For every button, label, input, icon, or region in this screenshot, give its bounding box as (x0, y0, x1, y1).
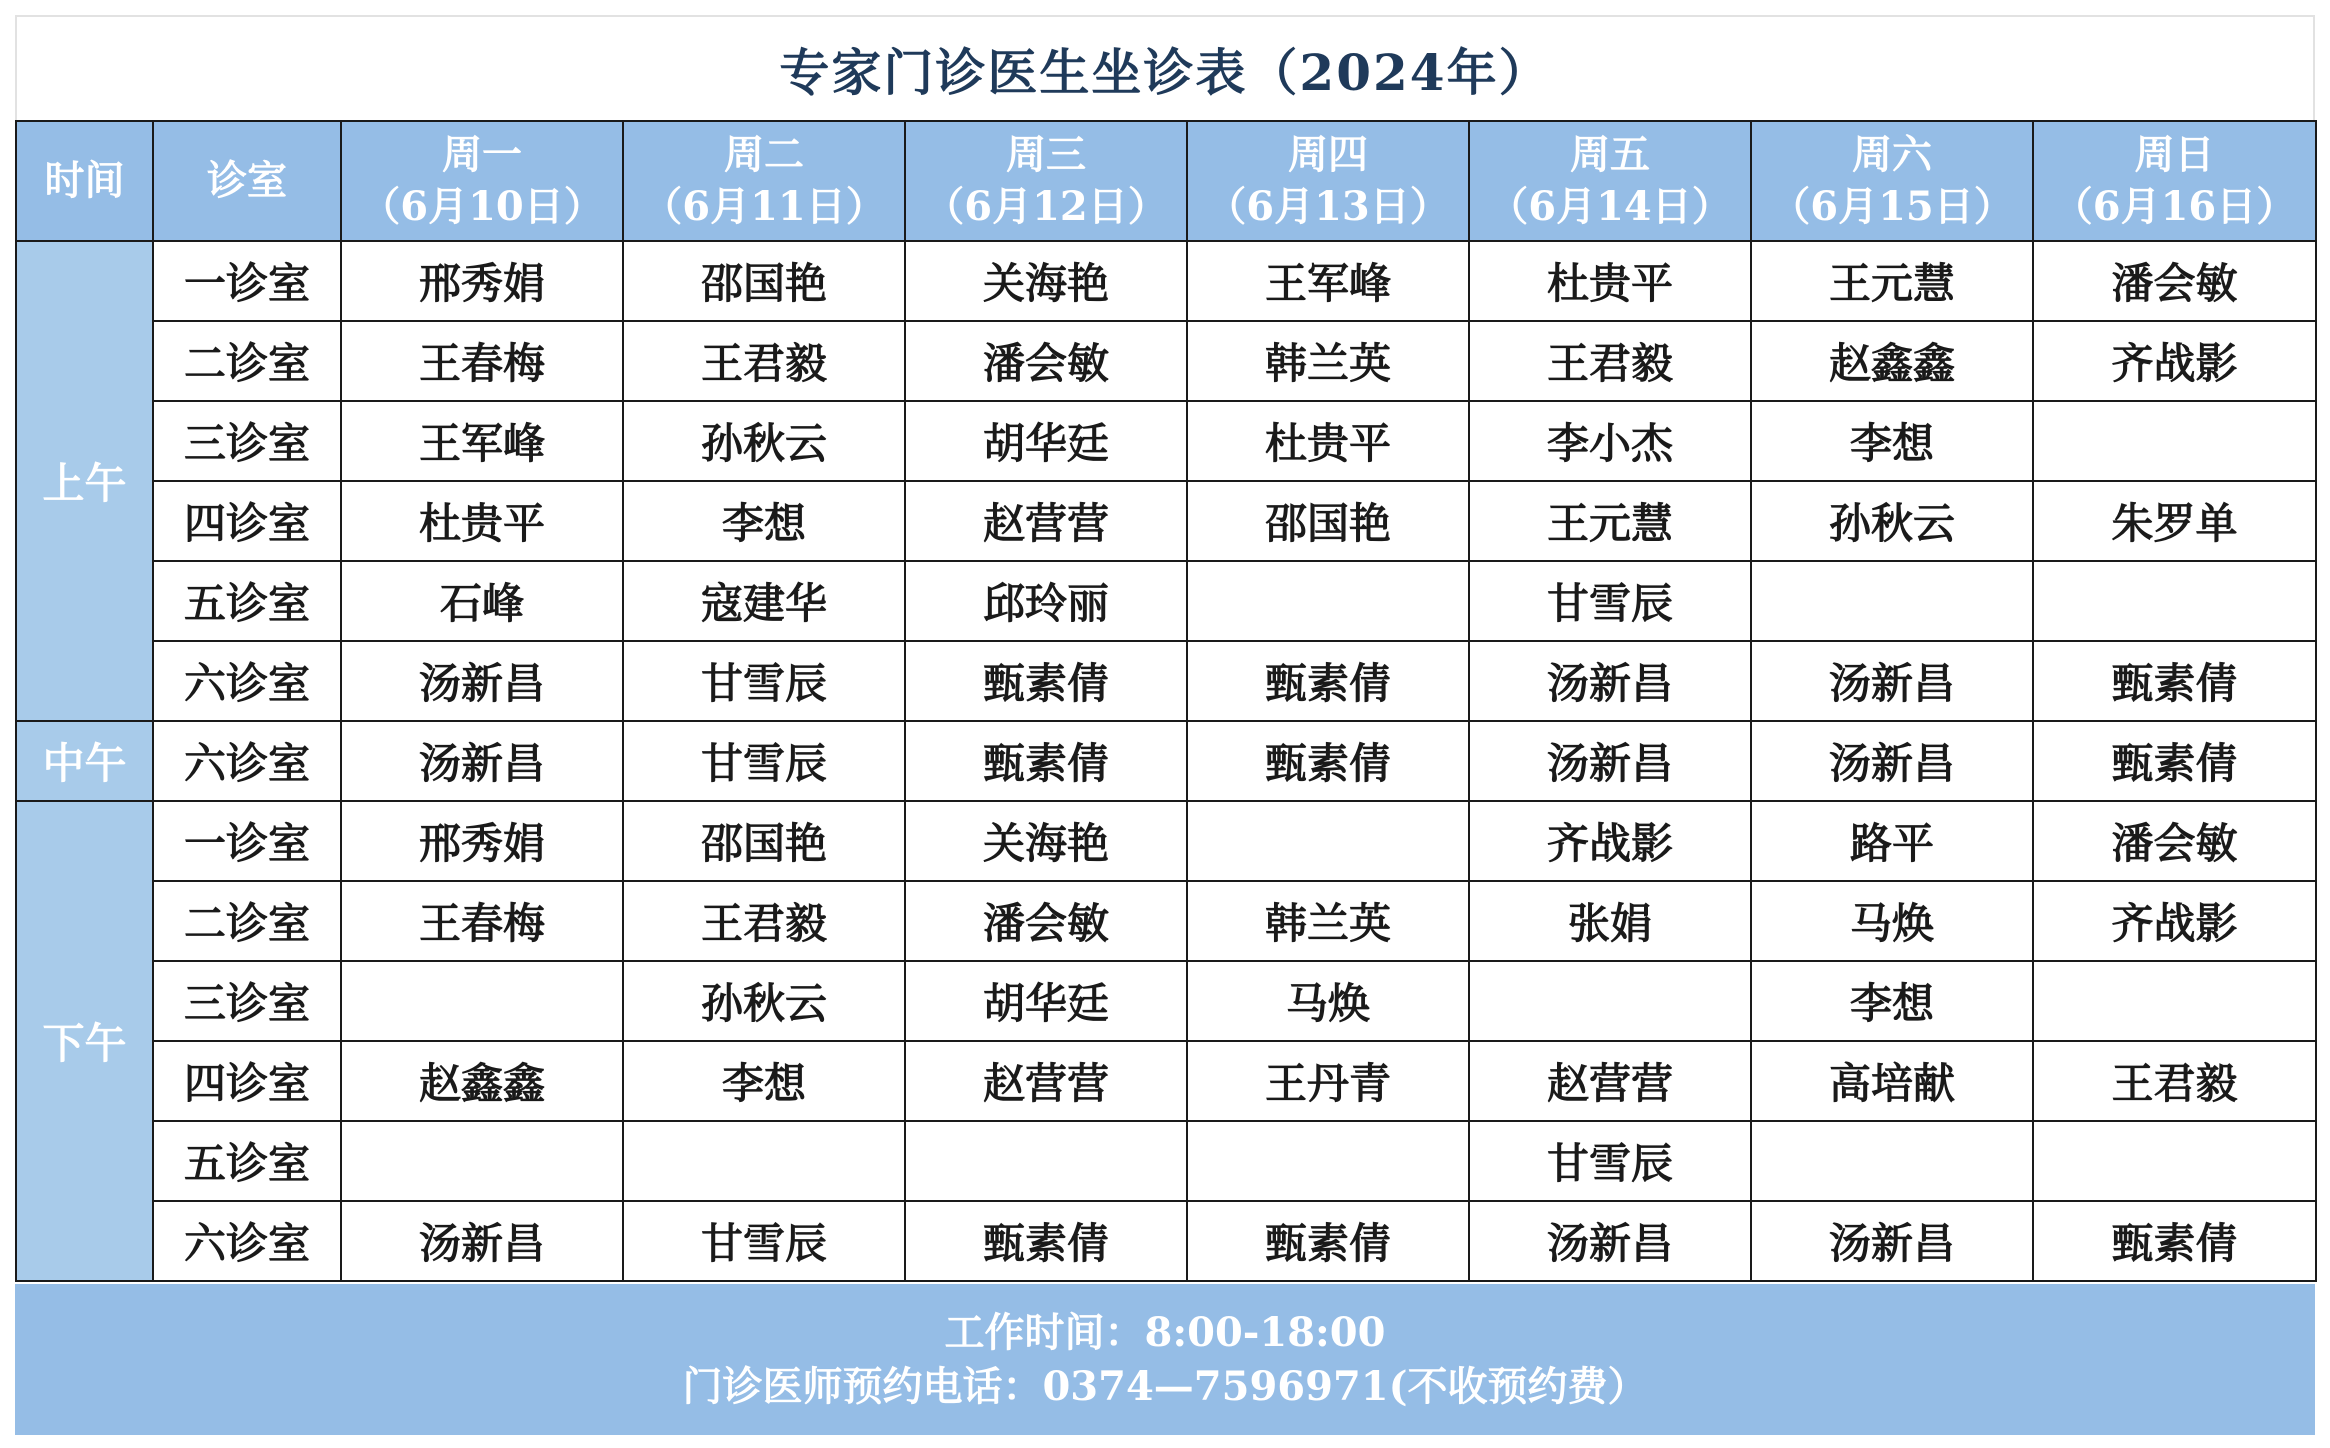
doctor-cell: 韩兰英 (1187, 881, 1469, 961)
day-header (905, 121, 1187, 241)
table-row (16, 241, 2316, 321)
doctor-cell: 赵营营 (1469, 1041, 1751, 1121)
room-label: 五诊室 (153, 1121, 341, 1201)
doctor-cell (1469, 961, 1751, 1041)
doctor-cell (341, 1121, 623, 1201)
table-row (16, 321, 2316, 401)
doctor-cell: 甄素倩 (1187, 641, 1469, 721)
doctor-cell: 杜贵平 (341, 481, 623, 561)
doctor-cell: 潘会敏 (905, 881, 1187, 961)
table-row (16, 1201, 2316, 1281)
doctor-cell (1751, 1121, 2033, 1201)
day-date: （6月13日） (1206, 183, 1450, 230)
doctor-cell: 齐战影 (1469, 801, 1751, 881)
doctor-cell: 甄素倩 (2033, 641, 2316, 721)
doctor-cell: 汤新昌 (341, 721, 623, 801)
doctor-cell: 潘会敏 (905, 321, 1187, 401)
room-label: 二诊室 (153, 321, 341, 401)
doctor-cell: 寇建华 (623, 561, 905, 641)
doctor-cell: 孙秋云 (623, 401, 905, 481)
page-title: 专家门诊医生坐诊表（2024年） (15, 15, 2315, 120)
day-header (1187, 121, 1469, 241)
doctor-cell (1187, 801, 1469, 881)
day-name: 周三 (1006, 131, 1086, 178)
doctor-cell: 甄素倩 (905, 721, 1187, 801)
room-label: 四诊室 (153, 481, 341, 561)
doctor-cell: 邢秀娟 (341, 801, 623, 881)
table-row (16, 481, 2316, 561)
doctor-cell (1751, 561, 2033, 641)
doctor-cell: 王元慧 (1469, 481, 1751, 561)
doctor-cell: 甘雪辰 (623, 1201, 905, 1281)
table-row (16, 561, 2316, 641)
doctor-cell: 甄素倩 (2033, 1201, 2316, 1281)
doctor-cell: 赵鑫鑫 (1751, 321, 2033, 401)
doctor-cell: 朱罗单 (2033, 481, 2316, 561)
doctor-cell: 王春梅 (341, 321, 623, 401)
doctor-cell: 李想 (623, 481, 905, 561)
doctor-cell: 马焕 (1751, 881, 2033, 961)
table-row (16, 881, 2316, 961)
doctor-cell: 汤新昌 (341, 641, 623, 721)
doctor-cell: 甄素倩 (1187, 1201, 1469, 1281)
doctor-cell (2033, 561, 2316, 641)
doctor-cell: 甘雪辰 (1469, 561, 1751, 641)
day-date: （6月10日） (360, 183, 604, 230)
day-name: 周四 (1288, 131, 1368, 178)
doctor-cell: 李想 (623, 1041, 905, 1121)
doctor-cell: 邱玲丽 (905, 561, 1187, 641)
doctor-cell: 赵鑫鑫 (341, 1041, 623, 1121)
doctor-cell: 石峰 (341, 561, 623, 641)
doctor-cell: 汤新昌 (1751, 1201, 2033, 1281)
doctor-cell: 潘会敏 (2033, 241, 2316, 321)
doctor-cell: 路平 (1751, 801, 2033, 881)
doctor-cell: 孙秋云 (623, 961, 905, 1041)
day-header (1751, 121, 2033, 241)
table-row (16, 721, 2316, 801)
room-label: 一诊室 (153, 241, 341, 321)
room-label: 一诊室 (153, 801, 341, 881)
day-date: （6月12日） (924, 183, 1168, 230)
doctor-cell: 王君毅 (623, 321, 905, 401)
doctor-cell: 汤新昌 (341, 1201, 623, 1281)
work-hours: 工作时间：8:00-18:00 (944, 1308, 1386, 1356)
doctor-cell: 马焕 (1187, 961, 1469, 1041)
doctor-cell: 汤新昌 (1469, 641, 1751, 721)
doctor-cell: 汤新昌 (1751, 721, 2033, 801)
day-header (623, 121, 905, 241)
day-date: （6月14日） (1488, 183, 1732, 230)
room-label: 四诊室 (153, 1041, 341, 1121)
doctor-cell: 关海艳 (905, 801, 1187, 881)
doctor-cell: 甄素倩 (905, 1201, 1187, 1281)
doctor-cell: 王春梅 (341, 881, 623, 961)
doctor-cell: 汤新昌 (1469, 721, 1751, 801)
day-date: （6月11日） (642, 183, 886, 230)
doctor-cell (2033, 1121, 2316, 1201)
doctor-cell (341, 961, 623, 1041)
day-date: （6月15日） (1770, 183, 2014, 230)
doctor-cell: 杜贵平 (1187, 401, 1469, 481)
doctor-cell: 邵国艳 (1187, 481, 1469, 561)
doctor-cell (905, 1121, 1187, 1201)
schedule-table (15, 120, 2317, 1282)
doctor-cell: 汤新昌 (1751, 641, 2033, 721)
doctor-cell: 李想 (1751, 401, 2033, 481)
day-name: 周五 (1570, 131, 1650, 178)
doctor-cell: 王君毅 (623, 881, 905, 961)
schedule-frame (15, 15, 2315, 1435)
day-name: 周六 (1852, 131, 1932, 178)
doctor-cell (623, 1121, 905, 1201)
doctor-cell: 王元慧 (1751, 241, 2033, 321)
doctor-cell: 韩兰英 (1187, 321, 1469, 401)
room-label: 五诊室 (153, 561, 341, 641)
day-header (341, 121, 623, 241)
doctor-cell: 齐战影 (2033, 321, 2316, 401)
doctor-cell: 王军峰 (1187, 241, 1469, 321)
doctor-cell: 张娟 (1469, 881, 1751, 961)
footer (15, 1284, 2315, 1435)
doctor-cell: 甘雪辰 (623, 721, 905, 801)
day-date: （6月16日） (2052, 183, 2297, 230)
doctor-cell: 汤新昌 (1469, 1201, 1751, 1281)
doctor-cell: 甘雪辰 (623, 641, 905, 721)
doctor-cell (1187, 561, 1469, 641)
room-label: 三诊室 (153, 961, 341, 1041)
schedule-body (16, 241, 2316, 1281)
doctor-cell: 关海艳 (905, 241, 1187, 321)
appointment-phone: 门诊医师预约电话：0374—7596971(不收预约费） (682, 1362, 1648, 1410)
day-name: 周一 (442, 131, 522, 178)
room-label: 三诊室 (153, 401, 341, 481)
doctor-cell: 邵国艳 (623, 801, 905, 881)
doctor-cell: 齐战影 (2033, 881, 2316, 961)
doctor-cell: 高培献 (1751, 1041, 2033, 1121)
day-header (2033, 121, 2316, 241)
room-label: 六诊室 (153, 641, 341, 721)
doctor-cell: 王丹青 (1187, 1041, 1469, 1121)
table-row (16, 961, 2316, 1041)
doctor-cell: 杜贵平 (1469, 241, 1751, 321)
table-row (16, 641, 2316, 721)
room-label: 二诊室 (153, 881, 341, 961)
doctor-cell: 甄素倩 (1187, 721, 1469, 801)
doctor-cell: 胡华廷 (905, 401, 1187, 481)
table-row (16, 1041, 2316, 1121)
doctor-cell: 邵国艳 (623, 241, 905, 321)
room-header: 诊室 (153, 121, 341, 241)
time-header: 时间 (16, 121, 153, 241)
doctor-cell: 王君毅 (2033, 1041, 2316, 1121)
table-row (16, 801, 2316, 881)
doctor-cell: 甄素倩 (2033, 721, 2316, 801)
header-row (16, 121, 2316, 241)
day-name: 周日 (2134, 131, 2215, 178)
day-name: 周二 (724, 131, 804, 178)
period-label: 下午 (16, 801, 153, 1281)
room-label: 六诊室 (153, 1201, 341, 1281)
doctor-cell: 李小杰 (1469, 401, 1751, 481)
doctor-cell: 甘雪辰 (1469, 1121, 1751, 1201)
period-label: 上午 (16, 241, 153, 721)
doctor-cell: 甄素倩 (905, 641, 1187, 721)
doctor-cell (1187, 1121, 1469, 1201)
doctor-cell: 李想 (1751, 961, 2033, 1041)
doctor-cell (2033, 401, 2316, 481)
doctor-cell: 赵营营 (905, 481, 1187, 561)
doctor-cell: 潘会敏 (2033, 801, 2316, 881)
doctor-cell (2033, 961, 2316, 1041)
doctor-cell: 胡华廷 (905, 961, 1187, 1041)
doctor-cell: 孙秋云 (1751, 481, 2033, 561)
day-header (1469, 121, 1751, 241)
period-label: 中午 (16, 721, 153, 801)
table-row (16, 1121, 2316, 1201)
doctor-cell: 王君毅 (1469, 321, 1751, 401)
table-row (16, 401, 2316, 481)
room-label: 六诊室 (153, 721, 341, 801)
doctor-cell: 邢秀娟 (341, 241, 623, 321)
doctor-cell: 王军峰 (341, 401, 623, 481)
doctor-cell: 赵营营 (905, 1041, 1187, 1121)
